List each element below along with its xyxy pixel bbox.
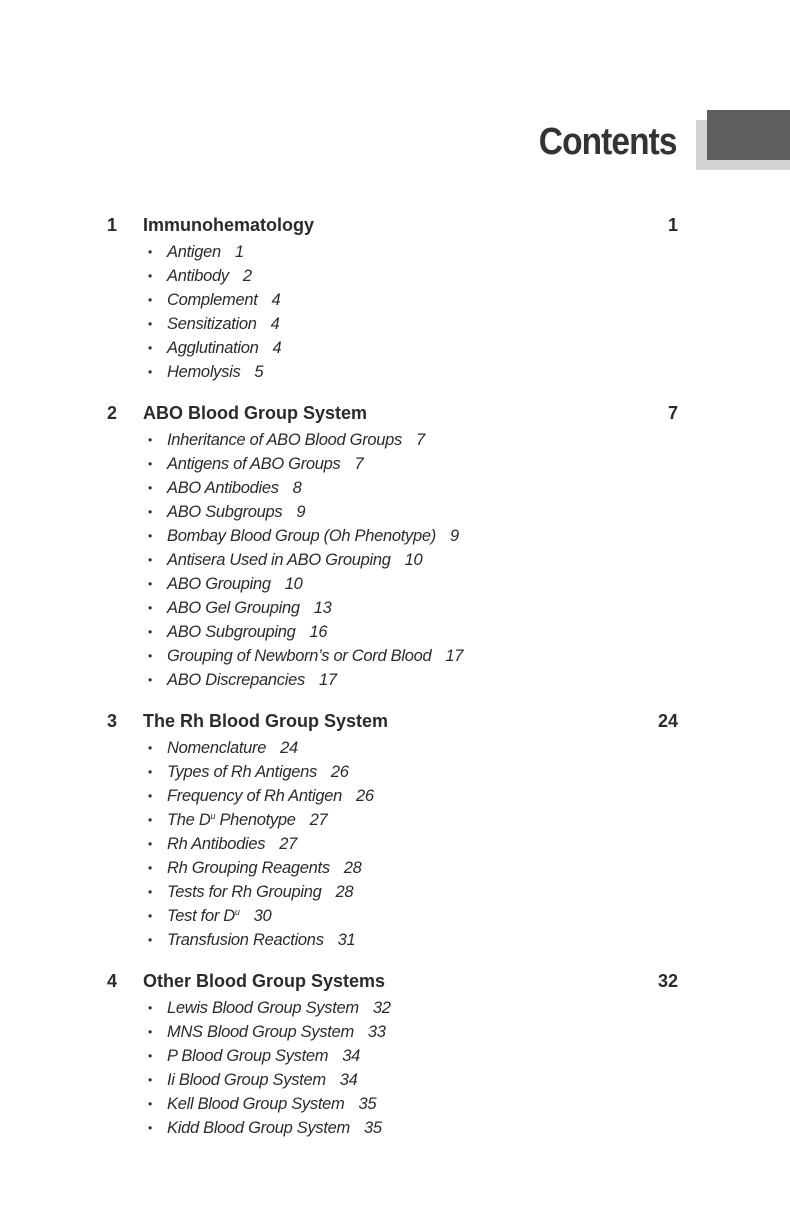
topic-text [167, 808, 327, 832]
bullet-icon: • [148, 1097, 152, 1111]
topic-page-number: 7 [354, 455, 364, 473]
topic-entry[interactable] [0, 452, 790, 476]
topic-label: Antigen [167, 243, 221, 261]
topic-text [167, 644, 463, 668]
topic-page-number: 2 [242, 267, 252, 285]
topic-page-number: 28 [343, 859, 362, 877]
topic-page-number: 30 [253, 907, 272, 925]
topic-entry[interactable] [0, 784, 790, 808]
topic-text [167, 760, 349, 784]
topic-text [167, 1020, 386, 1044]
chapter-page-number: 7 [667, 403, 678, 423]
topic-page-number: 9 [296, 503, 306, 521]
topic-page-number: 31 [337, 931, 356, 949]
bullet-icon: • [148, 529, 152, 543]
topic-list [0, 428, 790, 692]
bullet-icon: • [148, 909, 152, 923]
topic-label: Test for D [167, 907, 235, 925]
topic-entry[interactable] [0, 524, 790, 548]
topic-entry[interactable] [0, 312, 790, 336]
topic-label: Lewis Blood Group System [167, 999, 359, 1017]
topic-entry[interactable] [0, 360, 790, 384]
topic-page-number: 35 [358, 1095, 377, 1113]
bullet-icon: • [148, 649, 152, 663]
topic-label: Rh Antibodies [167, 835, 266, 853]
topic-text [167, 996, 391, 1020]
topic-label: ABO Subgrouping [167, 623, 296, 641]
topic-label: ABO Grouping [167, 575, 271, 593]
topic-entry[interactable] [0, 620, 790, 644]
topic-entry[interactable] [0, 928, 790, 952]
topic-text [167, 572, 302, 596]
topic-text [167, 548, 422, 572]
topic-page-number: 24 [280, 739, 298, 757]
chapter-title: The Rh Blood Group System [143, 711, 389, 731]
topic-label: P Blood Group System [167, 1047, 329, 1065]
topic-entry[interactable] [0, 1092, 790, 1116]
topic-page-number: 7 [415, 431, 425, 449]
chapter-entry [0, 400, 790, 692]
topic-entry[interactable] [0, 548, 790, 572]
chapter-title: ABO Blood Group System [143, 403, 368, 423]
bullet-icon: • [148, 885, 152, 899]
topic-page-number: 27 [309, 811, 328, 829]
bullet-icon: • [148, 673, 152, 687]
bullet-icon: • [148, 577, 152, 591]
bullet-icon: • [148, 789, 152, 803]
topic-entry[interactable] [0, 572, 790, 596]
page-title: Contents [539, 121, 677, 163]
topic-entry[interactable] [0, 760, 790, 784]
topic-text [167, 668, 337, 692]
topic-label: ABO Antibodies [167, 479, 279, 497]
topic-label: Nomenclature [167, 739, 267, 757]
topic-page-number: 32 [372, 999, 391, 1017]
topic-page-number: 4 [270, 315, 280, 333]
chapter-entry [0, 212, 790, 384]
topic-superscript: u [210, 811, 216, 821]
topic-entry[interactable] [0, 336, 790, 360]
topic-entry[interactable] [0, 476, 790, 500]
topic-list [0, 996, 790, 1140]
bullet-icon: • [148, 813, 152, 827]
topic-label: The D [167, 811, 211, 829]
chapter-page-number: 24 [657, 711, 678, 731]
topic-superscript: u [234, 907, 240, 917]
topic-text [167, 928, 355, 952]
topic-label: ABO Subgroups [167, 503, 283, 521]
topic-page-number: 13 [313, 599, 332, 617]
topic-label-suffix: Phenotype [215, 811, 296, 829]
topic-text [167, 736, 298, 760]
chapter-number: 4 [107, 971, 118, 991]
topic-text [167, 832, 297, 856]
bullet-icon: • [148, 1121, 152, 1135]
bullet-icon: • [148, 765, 152, 779]
bullet-icon: • [148, 317, 152, 331]
bullet-icon: • [148, 601, 152, 615]
topic-page-number: 10 [404, 551, 423, 569]
topic-text [167, 904, 271, 928]
topic-text [167, 1116, 382, 1140]
bullet-icon: • [148, 269, 152, 283]
topic-label: Hemolysis [167, 363, 241, 381]
topic-label: Antigens of ABO Groups [167, 455, 341, 473]
topic-entry[interactable] [0, 856, 790, 880]
topic-label: Complement [167, 291, 258, 309]
topic-page-number: 8 [292, 479, 302, 497]
bullet-icon: • [148, 365, 152, 379]
bullet-icon: • [148, 553, 152, 567]
chapter-heading[interactable] [0, 400, 790, 426]
bullet-icon: • [148, 837, 152, 851]
topic-page-number: 17 [318, 671, 337, 689]
topic-text [167, 856, 362, 880]
topic-page-number: 1 [234, 243, 244, 261]
bullet-icon: • [148, 505, 152, 519]
topic-label: Frequency of Rh Antigen [167, 787, 343, 805]
chapter-heading[interactable] [0, 708, 790, 734]
topic-text [167, 428, 425, 452]
topic-label: Sensitization [167, 315, 257, 333]
topic-page-number: 9 [449, 527, 459, 545]
topic-text [167, 524, 459, 548]
topic-page-number: 35 [363, 1119, 382, 1137]
bullet-icon: • [148, 1073, 152, 1087]
bullet-icon: • [148, 433, 152, 447]
topic-entry[interactable] [0, 668, 790, 692]
topic-entry[interactable] [0, 1068, 790, 1092]
bullet-icon: • [148, 1025, 152, 1039]
topic-text [167, 596, 332, 620]
topic-page-number: 27 [279, 835, 297, 853]
bullet-icon: • [148, 933, 152, 947]
topic-page-number: 33 [367, 1023, 386, 1041]
topic-label: Inheritance of ABO Blood Groups [167, 431, 402, 449]
topic-text [167, 452, 363, 476]
topic-entry[interactable] [0, 904, 790, 928]
topic-label: Tests for Rh Grouping [167, 883, 322, 901]
topic-entry[interactable] [0, 288, 790, 312]
chapter-page-number: 1 [667, 215, 678, 235]
topic-page-number: 5 [254, 363, 264, 381]
topic-entry[interactable] [0, 500, 790, 524]
topic-entry[interactable] [0, 880, 790, 904]
topic-entry[interactable] [0, 240, 790, 264]
topic-page-number: 10 [284, 575, 303, 593]
chapter-entry [0, 708, 790, 952]
topic-text [167, 288, 280, 312]
chapter-page-number: 32 [657, 971, 678, 991]
topic-text [167, 784, 374, 808]
chapter-tab-marker [707, 110, 790, 160]
bullet-icon: • [148, 341, 152, 355]
topic-page-number: 4 [271, 291, 281, 309]
bullet-icon: • [148, 625, 152, 639]
topic-label: Bombay Blood Group (Oh Phenotype) [167, 527, 436, 545]
topic-page-number: 4 [272, 339, 282, 357]
topic-page-number: 26 [330, 763, 349, 781]
topic-page-number: 34 [339, 1071, 358, 1089]
topic-list [0, 240, 790, 384]
bullet-icon: • [148, 1049, 152, 1063]
topic-text [167, 880, 353, 904]
topic-label: Types of Rh Antigens [167, 763, 317, 781]
topic-entry[interactable] [0, 1044, 790, 1068]
chapter-heading[interactable] [0, 212, 790, 238]
chapter-number: 2 [107, 403, 118, 423]
topic-entry[interactable] [0, 832, 790, 856]
topic-label: MNS Blood Group System [167, 1023, 354, 1041]
topic-entry[interactable] [0, 644, 790, 668]
topic-text [167, 312, 280, 336]
topic-text [167, 500, 305, 524]
chapter-entry [0, 968, 790, 1140]
topic-entry[interactable] [0, 808, 790, 832]
topic-label: Antibody [167, 267, 229, 285]
topic-page-number: 26 [356, 787, 374, 805]
topic-label: Ii Blood Group System [167, 1071, 326, 1089]
topic-text [167, 240, 244, 264]
topic-entry[interactable] [0, 264, 790, 288]
chapter-number: 3 [107, 711, 118, 731]
topic-label: Kell Blood Group System [167, 1095, 345, 1113]
topic-entry[interactable] [0, 428, 790, 452]
topic-label: Kidd Blood Group System [167, 1119, 350, 1137]
topic-label: ABO Gel Grouping [167, 599, 300, 617]
topic-text [167, 360, 263, 384]
bullet-icon: • [148, 741, 152, 755]
topic-text [167, 336, 281, 360]
topic-page-number: 34 [342, 1047, 360, 1065]
chapter-heading[interactable] [0, 968, 790, 994]
topic-entry[interactable] [0, 996, 790, 1020]
chapter-number: 1 [107, 215, 118, 235]
topic-entry[interactable] [0, 1020, 790, 1044]
topic-label: Transfusion Reactions [167, 931, 324, 949]
topic-page-number: 16 [309, 623, 328, 641]
bullet-icon: • [148, 245, 152, 259]
bullet-icon: • [148, 1001, 152, 1015]
topic-label: ABO Discrepancies [167, 671, 305, 689]
topic-text [167, 620, 327, 644]
chapter-title: Other Blood Group Systems [143, 971, 386, 991]
topic-label: Grouping of Newborn’s or Cord Blood [167, 647, 432, 665]
topic-entry[interactable] [0, 736, 790, 760]
topic-text [167, 476, 302, 500]
bullet-icon: • [148, 293, 152, 307]
topic-text [167, 1092, 376, 1116]
topic-entry[interactable] [0, 1116, 790, 1140]
topic-label: Rh Grouping Reagents [167, 859, 330, 877]
chapter-title: Immunohematology [143, 215, 315, 235]
bullet-icon: • [148, 457, 152, 471]
bullet-icon: • [148, 481, 152, 495]
topic-text [167, 1068, 358, 1092]
topic-page-number: 17 [445, 647, 464, 665]
topic-label: Antisera Used in ABO Grouping [167, 551, 391, 569]
topic-text [167, 1044, 360, 1068]
topic-entry[interactable] [0, 596, 790, 620]
topic-page-number: 28 [335, 883, 354, 901]
bullet-icon: • [148, 861, 152, 875]
topic-label: Agglutination [167, 339, 259, 357]
topic-list [0, 736, 790, 952]
topic-text [167, 264, 252, 288]
